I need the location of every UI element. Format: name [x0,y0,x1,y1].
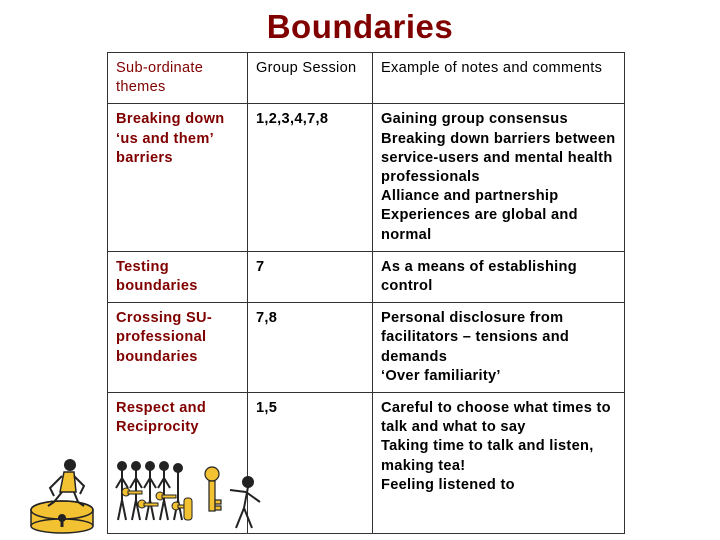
theme-cell: Crossing SU-professional boundaries [108,303,248,393]
header-notes-comments: Example of notes and comments [373,53,625,104]
figure-on-locked-pedestal-icon [28,458,100,534]
header-group-session: Group Session [248,53,373,104]
table-row [108,251,625,302]
session-cell: 7,8 [248,303,373,393]
note-line: Experiences are global and normal [381,207,578,243]
note-line: Alliance and partnership [381,188,559,205]
slide-title: Boundaries [266,8,454,45]
notes-cell [373,251,625,302]
note-line: As a means of establishing control [381,258,577,295]
note-line: Breaking down barriers between service-users and mental health professionals [381,130,616,186]
session-cell: 1,2,3,4,7,8 [248,104,373,251]
session-cell: 1,5 [248,393,373,534]
notes-cell [373,303,625,393]
table-row [108,104,625,251]
note-line: Careful to choose what times to talk and what to say [381,400,611,436]
theme-cell: Testing boundaries [108,251,248,302]
note-line: Gaining group consensus [381,111,568,128]
theme-cell: Breaking down ‘us and them’ barriers [108,104,248,251]
header-subordinate-themes: Sub-ordinate themes [108,53,248,104]
notes-cell [373,104,625,251]
session-cell: 7 [248,251,373,302]
table-row [108,303,625,393]
theme-cell: Respect and Reciprocity [108,393,248,534]
note-line: ‘Over familiarity’ [381,367,501,384]
note-line: Taking time to talk and listen, making tea! [381,438,594,474]
note-line: Personal disclosure from facilitators – tensions and demands [381,310,570,365]
notes-cell [373,393,625,534]
crowd-with-keys-icon [112,460,270,536]
note-line: Feeling listened to [381,476,515,493]
table-header-row [108,53,625,104]
